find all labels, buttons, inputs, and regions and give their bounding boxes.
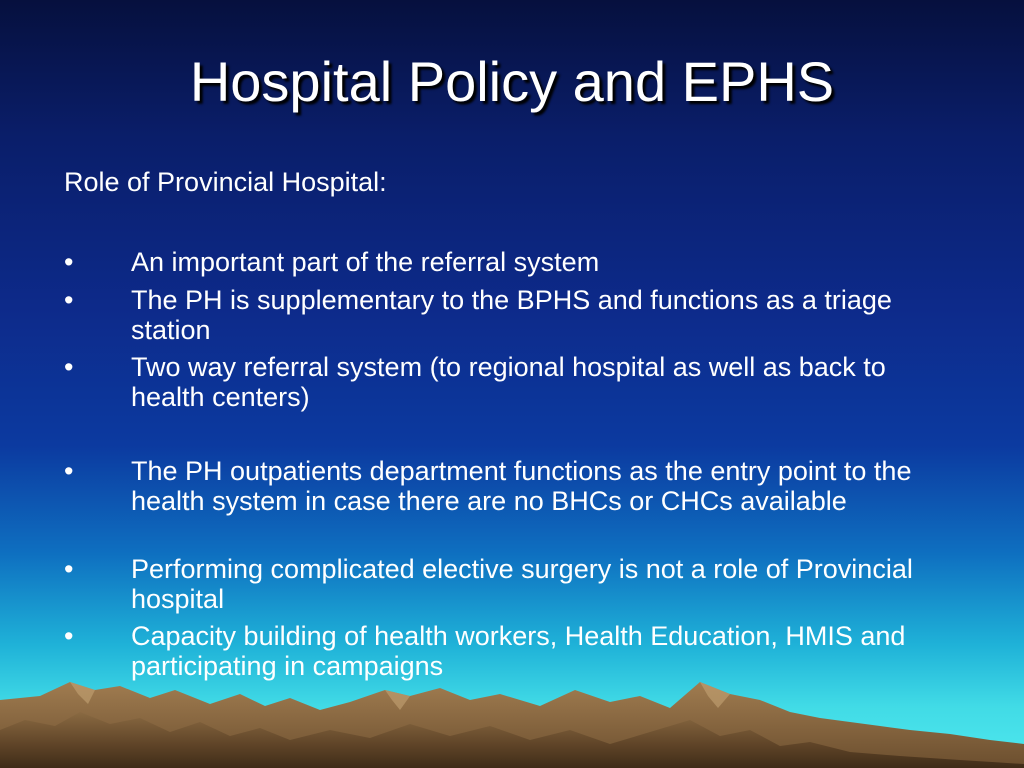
bullet-marker: • — [64, 621, 74, 651]
mountain-range-decoration — [0, 660, 1024, 768]
bullet-marker: • — [64, 247, 74, 277]
bullet-text: Capacity building of health workers, Health Education, HMIS and participating in campaigns — [131, 621, 906, 681]
bullet-text: Two way referral system (to regional hospital as well as back to health centers) — [131, 352, 886, 412]
bullet-text: The PH outpatients department functions as the entry point to the health system in case there are no BHCs or CHCs available — [131, 456, 912, 516]
slide-title: Hospital Policy and EPHS — [189, 50, 835, 113]
bullet-marker: • — [64, 352, 74, 382]
bullet-text: An important part of the referral system — [131, 247, 600, 277]
bullet-marker: • — [64, 285, 74, 315]
bullet-marker: • — [64, 456, 74, 486]
bullet-marker: • — [64, 554, 74, 584]
slide-subtitle: Role of Provincial Hospital: — [64, 167, 387, 197]
bullet-text: Performing complicated elective surgery is not a role of Provincial hospital — [131, 554, 913, 614]
bullet-text: The PH is supplementary to the BPHS and functions as a triage station — [131, 285, 892, 345]
